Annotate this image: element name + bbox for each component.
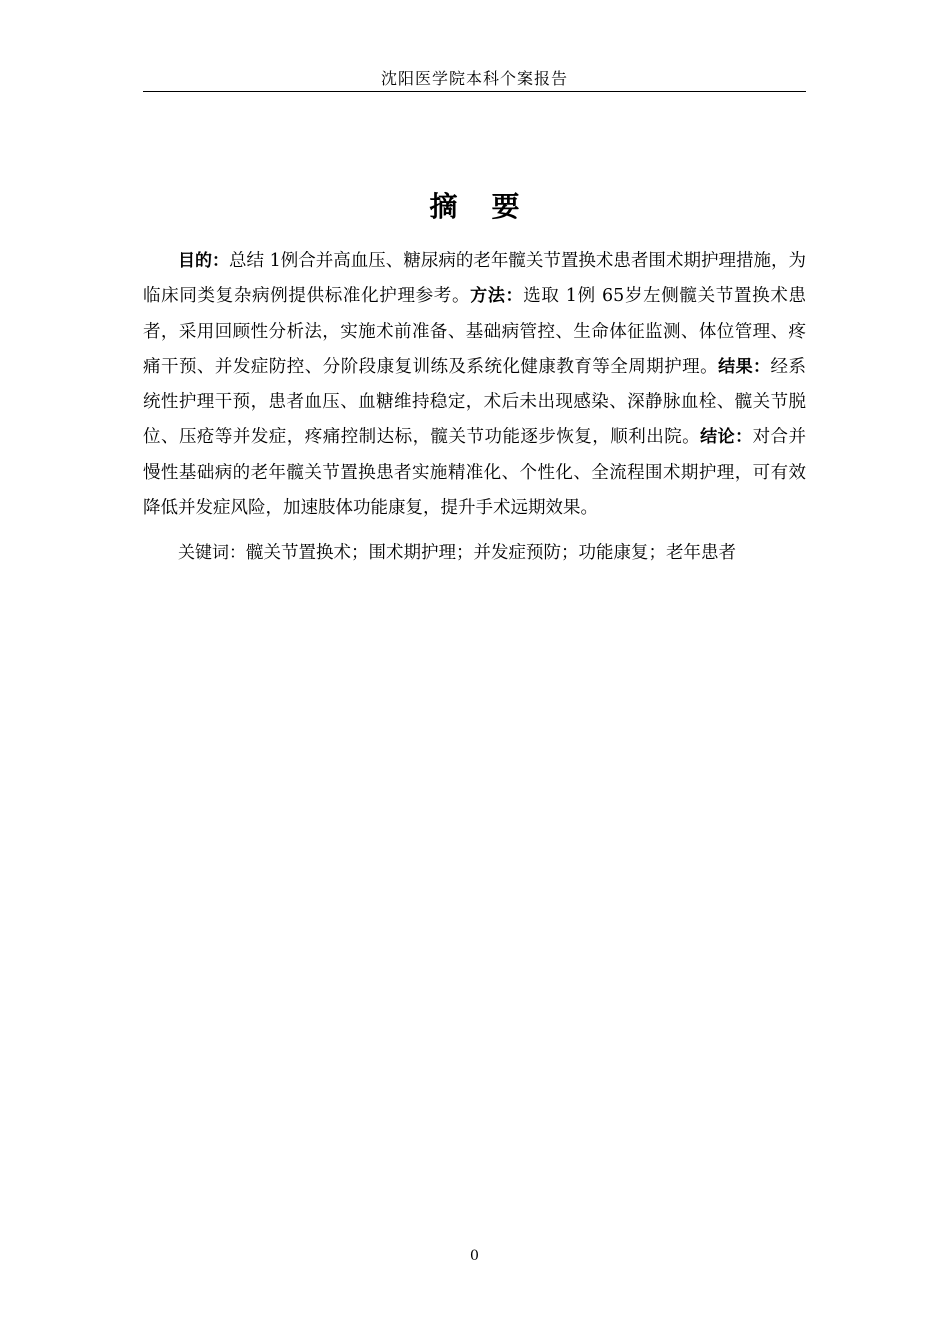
abstract-title-char-2: 要 [491, 190, 520, 223]
keywords-paragraph [143, 536, 806, 571]
conclusion-text: 对合并慢性基础病的老年髋关节置换患者实施精准化、个性化、全流程围术期护理，可有效降低并发症风险，加速肢体功能康复，提升手术远期效果。 [143, 427, 807, 519]
abstract-body [143, 244, 806, 572]
method-label: 方法： [470, 286, 524, 307]
method-text: 选取 1例 65岁左侧髋关节置换术患者，采用回顾性分析法，实施术前准备、基础病管控、生命体征监测、体位管理、疼痛干预、并发症防控、分阶段康复训练及系统化健康教育等全周期护理。 [143, 286, 807, 377]
conclusion-label: 结论： [700, 427, 753, 448]
page-number: 0 [470, 1248, 479, 1264]
page-header: 沈阳医学院本科个案报告 [380, 69, 568, 88]
result-label: 结果： [718, 356, 771, 377]
result-text: 经系统性护理干预，患者血压、血糖维持稳定，术后未出现感染、深静脉血栓、髋关节脱位、压疮等并发症，疼痛控制达标，髋关节功能逐步恢复，顺利出院。 [143, 356, 807, 448]
header-rule [143, 91, 806, 92]
purpose-text: 总结 1例合并高血压、糖尿病的老年髋关节置换术患者围术期护理措施，为临床同类复杂病例提供标准化护理参考。 [143, 251, 806, 307]
keywords-text: 髋关节置换术；围术期护理；并发症预防；功能康复；老年患者 [246, 543, 736, 564]
abstract-paragraph [143, 244, 806, 526]
abstract-title-char-1: 摘 [429, 190, 458, 223]
abstract-title [143, 187, 806, 227]
keywords-label: 关键词： [178, 543, 246, 564]
purpose-label: 目的： [178, 251, 230, 271]
